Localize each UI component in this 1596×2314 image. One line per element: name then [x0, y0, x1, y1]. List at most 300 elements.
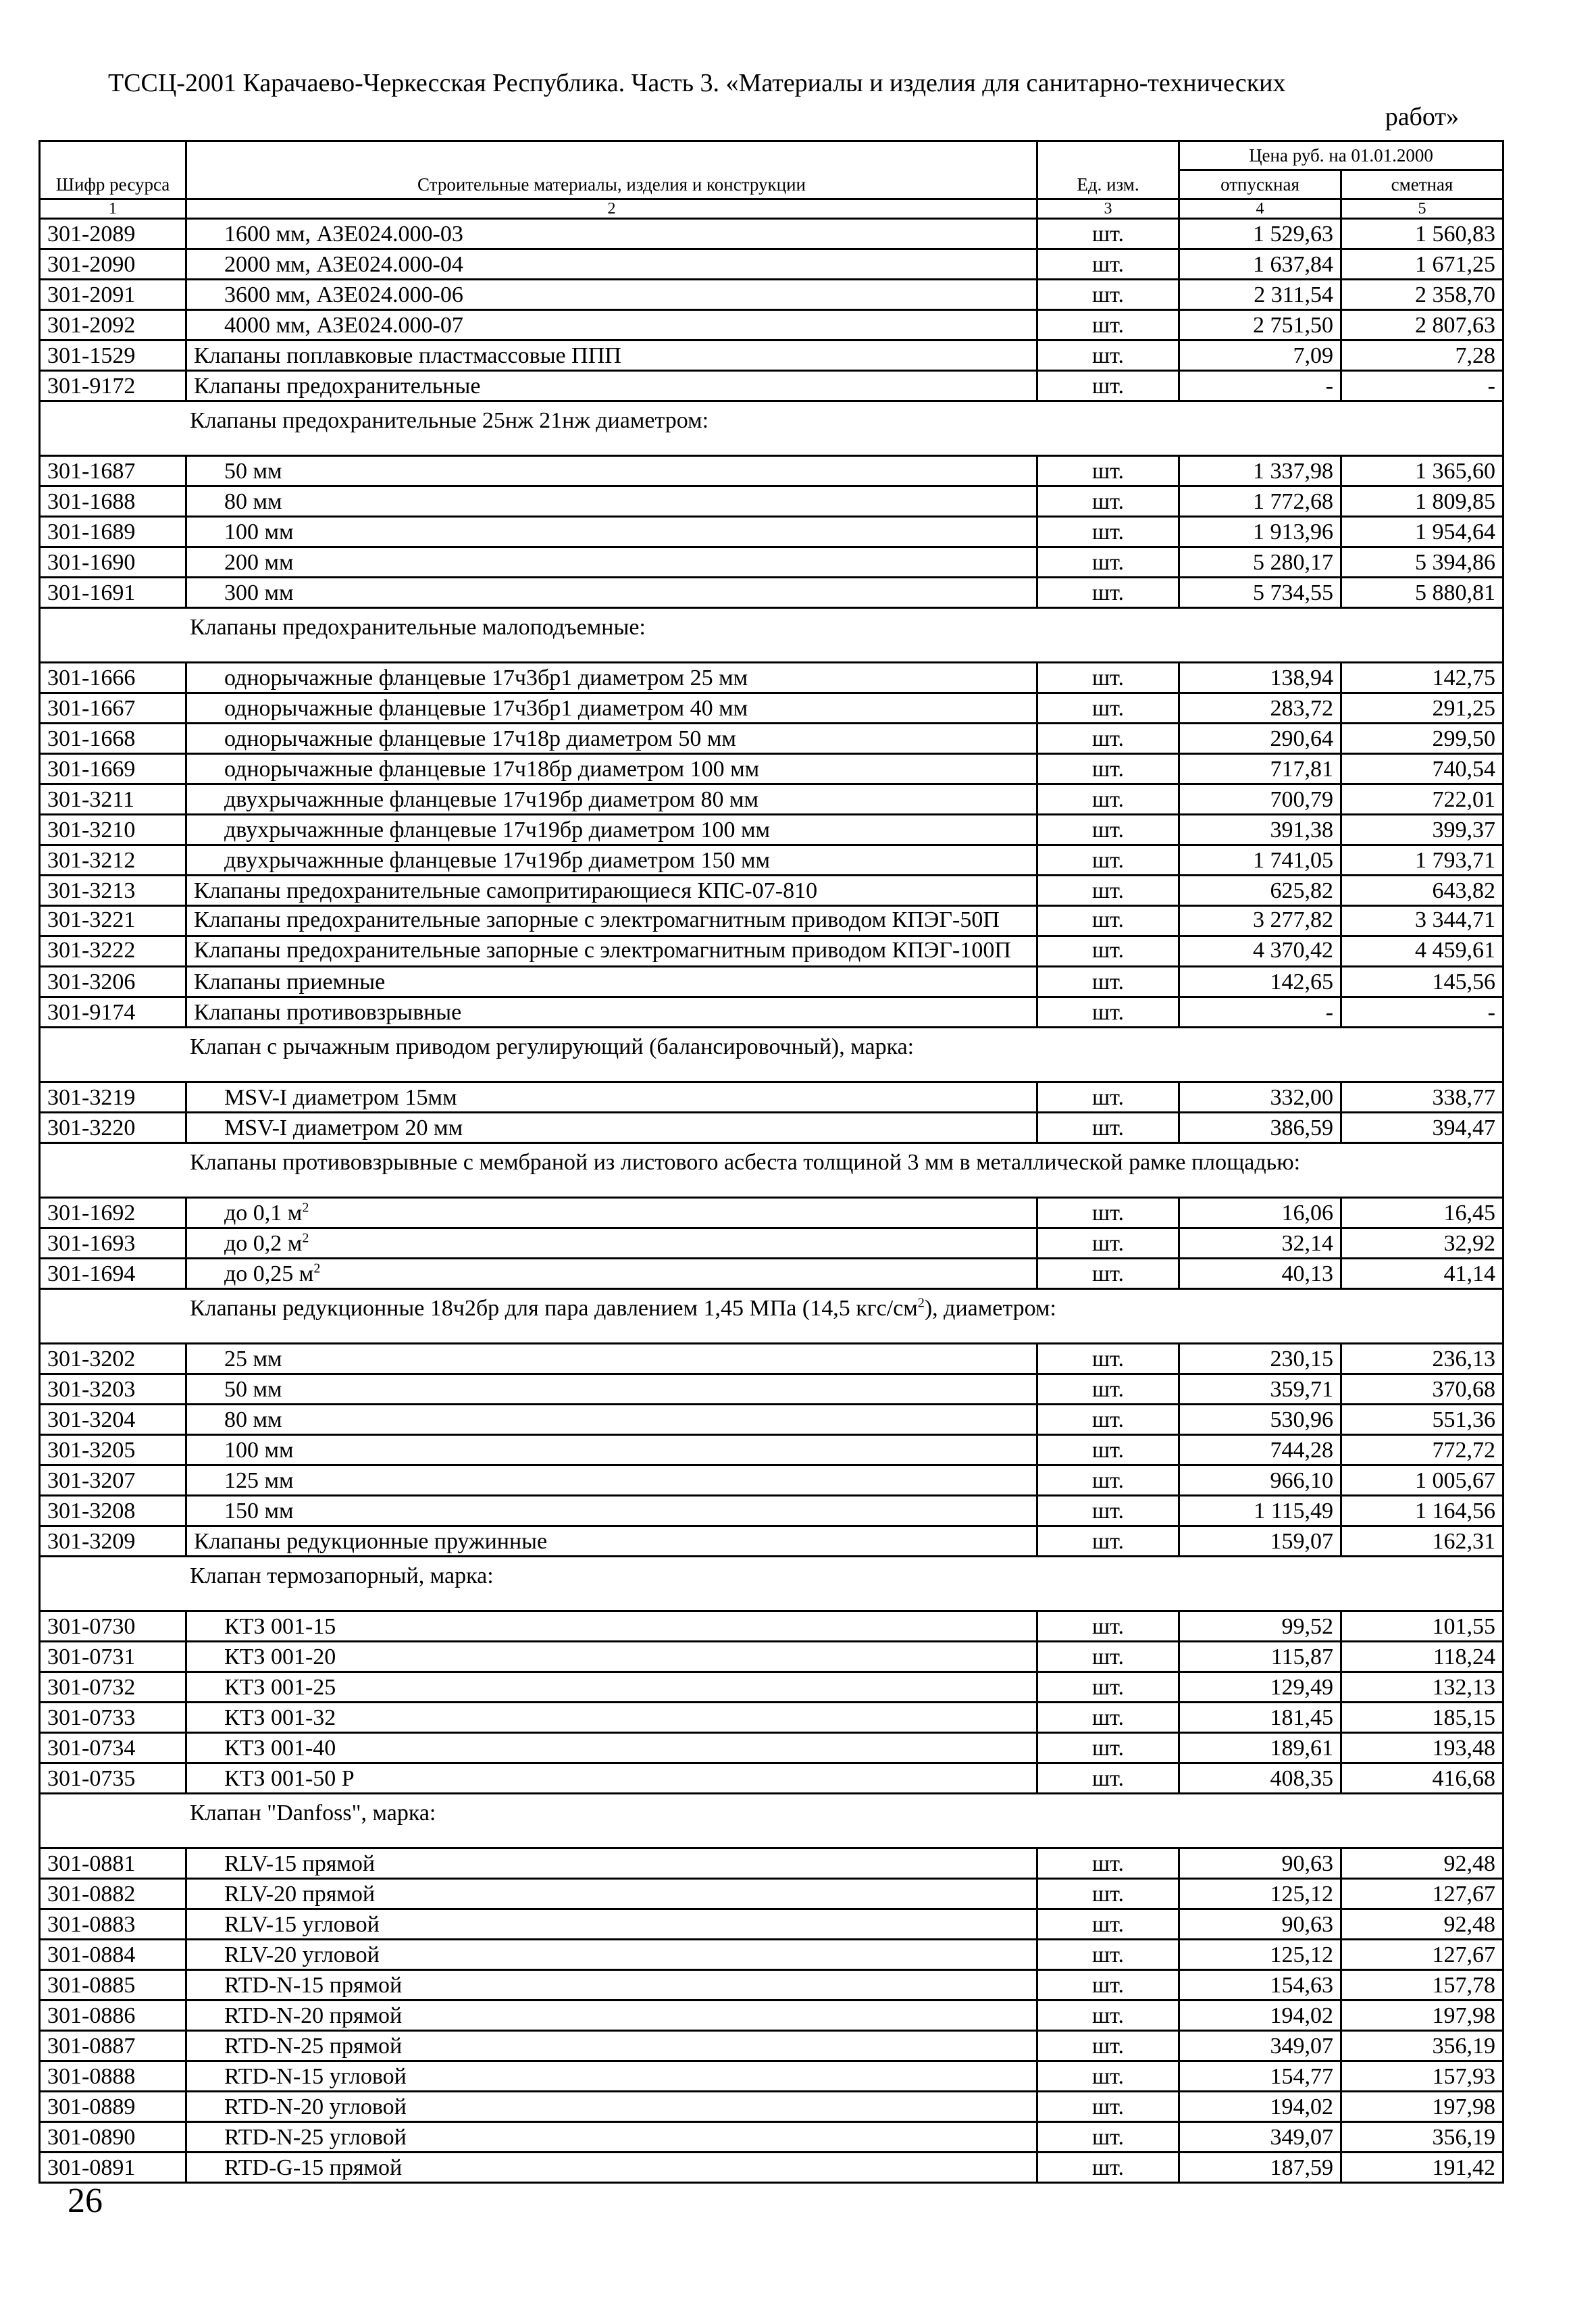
material-name: Клапаны противовзрывные [186, 997, 1037, 1028]
release-price: 408,35 [1179, 1763, 1341, 1794]
estimate-price: 299,50 [1341, 724, 1503, 754]
unit-of-measure: шт. [1037, 2061, 1179, 2092]
unit-of-measure: шт. [1037, 1198, 1179, 1228]
table-row [40, 967, 1503, 997]
resource-code: 301-0889 [40, 2092, 186, 2122]
estimate-price: 394,47 [1341, 1113, 1503, 1143]
table-row [40, 1763, 1503, 1794]
group-title-tail: ), диаметром: [924, 1296, 1056, 1321]
resource-code: 301-0884 [40, 1940, 186, 1970]
release-price: 159,07 [1179, 1526, 1341, 1557]
resource-code: 301-1667 [40, 693, 186, 724]
release-price: 283,72 [1179, 693, 1341, 724]
estimate-price: 157,78 [1341, 1970, 1503, 2001]
resource-code: 301-3208 [40, 1496, 186, 1526]
material-name: 4000 мм, АЗЕ024.000-07 [186, 310, 1037, 341]
table-row [40, 310, 1503, 341]
unit-of-measure: шт. [1037, 1259, 1179, 1289]
resource-code: 301-3220 [40, 1113, 186, 1143]
material-name: RTD-N-20 прямой [186, 2001, 1037, 2031]
material-name: 80 мм [186, 486, 1037, 517]
column-number: 2 [186, 199, 1037, 219]
unit-of-measure: шт. [1037, 1228, 1179, 1259]
material-name: 1600 мм, АЗЕ024.000-03 [186, 219, 1037, 249]
table-row [40, 1879, 1503, 1909]
material-name: 300 мм [186, 578, 1037, 608]
table-row [40, 815, 1503, 845]
unit-of-measure: шт. [1037, 2153, 1179, 2183]
resource-code: 301-1666 [40, 663, 186, 693]
unit-of-measure: шт. [1037, 1611, 1179, 1642]
estimate-price: 92,48 [1341, 1848, 1503, 1879]
unit-of-measure: шт. [1037, 724, 1179, 754]
price-table-body [40, 219, 1503, 2183]
release-price: 230,15 [1179, 1344, 1341, 1374]
unit-of-measure: шт. [1037, 2031, 1179, 2061]
table-row [40, 1259, 1503, 1289]
resource-code: 301-1668 [40, 724, 186, 754]
material-name: Клапаны предохранительные запорные с электромагнитным приводом КПЭГ-50П [186, 906, 1037, 936]
table-row [40, 1465, 1503, 1496]
release-price: 194,02 [1179, 2092, 1341, 2122]
release-price: 966,10 [1179, 1465, 1341, 1496]
material-name: MSV-I диаметром 20 мм [186, 1113, 1037, 1143]
estimate-price: 722,01 [1341, 784, 1503, 815]
material-name: Клапаны предохранительные [186, 371, 1037, 401]
table-row [40, 1970, 1503, 2001]
unit-of-measure: шт. [1037, 1642, 1179, 1672]
table-row [40, 456, 1503, 486]
unit-of-measure: шт. [1037, 815, 1179, 845]
material-name: Клапаны приемные [186, 967, 1037, 997]
unit-of-measure: шт. [1037, 693, 1179, 724]
unit-of-measure: шт. [1037, 1940, 1179, 1970]
table-row [40, 906, 1503, 936]
table-row [40, 371, 1503, 401]
column-number: 4 [1179, 199, 1341, 219]
unit-of-measure: шт. [1037, 967, 1179, 997]
resource-code: 301-0731 [40, 1642, 186, 1672]
release-price: 125,12 [1179, 1879, 1341, 1909]
material-name: 80 мм [186, 1405, 1037, 1435]
material-name: однорычажные фланцевые 17ч18бр диаметром 100 мм [186, 754, 1037, 784]
table-row [40, 2031, 1503, 2061]
unit-of-measure: шт. [1037, 486, 1179, 517]
unit-of-measure: шт. [1037, 1113, 1179, 1143]
unit-of-measure: шт. [1037, 1970, 1179, 2001]
material-name: 100 мм [186, 517, 1037, 547]
table-row [40, 1611, 1503, 1642]
resource-code: 301-9174 [40, 997, 186, 1028]
resource-code: 301-3210 [40, 815, 186, 845]
release-price: 5 734,55 [1179, 578, 1341, 608]
release-price: 187,59 [1179, 2153, 1341, 2183]
table-row [40, 578, 1503, 608]
column-numbers-row [40, 199, 1503, 219]
material-name: 50 мм [186, 1374, 1037, 1405]
material-name: RLV-15 прямой [186, 1848, 1037, 1879]
release-price: 40,13 [1179, 1259, 1341, 1289]
unit-of-measure: шт. [1037, 845, 1179, 876]
estimate-price: 145,56 [1341, 967, 1503, 997]
release-price: 359,71 [1179, 1374, 1341, 1405]
table-row [40, 845, 1503, 876]
resource-code: 301-1694 [40, 1259, 186, 1289]
resource-code: 301-3211 [40, 784, 186, 815]
estimate-price: 185,15 [1341, 1703, 1503, 1733]
release-price: - [1179, 371, 1341, 401]
unit-of-measure: шт. [1037, 1879, 1179, 1909]
release-price: 181,45 [1179, 1703, 1341, 1733]
page-number: 26 [68, 2182, 103, 2220]
material-name: 125 мм [186, 1465, 1037, 1496]
estimate-price: 132,13 [1341, 1672, 1503, 1703]
estimate-price: 7,28 [1341, 341, 1503, 371]
table-row [40, 876, 1503, 906]
release-price: 349,07 [1179, 2122, 1341, 2153]
unit-of-measure: шт. [1037, 663, 1179, 693]
estimate-price: 197,98 [1341, 2001, 1503, 2031]
table-row [40, 1405, 1503, 1435]
column-number: 5 [1341, 199, 1503, 219]
header-code: Шифр ресурса [40, 141, 186, 199]
release-price: 115,87 [1179, 1642, 1341, 1672]
group-title [40, 401, 1503, 456]
estimate-price: 127,67 [1341, 1940, 1503, 1970]
group-header-row [40, 1557, 1503, 1611]
resource-code: 301-3203 [40, 1374, 186, 1405]
release-price: 99,52 [1179, 1611, 1341, 1642]
release-price: 2 311,54 [1179, 280, 1341, 310]
material-name: RLV-15 угловой [186, 1909, 1037, 1940]
table-row [40, 1228, 1503, 1259]
resource-code: 301-0881 [40, 1848, 186, 1879]
estimate-price: 5 394,86 [1341, 547, 1503, 578]
table-row [40, 1496, 1503, 1526]
unit-of-measure: шт. [1037, 2122, 1179, 2153]
group-title-text: Клапаны предохранительные 25нж 21нж диаметром: [190, 408, 709, 433]
unit-of-measure: шт. [1037, 1672, 1179, 1703]
release-price: 391,38 [1179, 815, 1341, 845]
resource-code: 301-1688 [40, 486, 186, 517]
unit-of-measure: шт. [1037, 997, 1179, 1028]
unit-of-measure: шт. [1037, 1405, 1179, 1435]
estimate-price: 142,75 [1341, 663, 1503, 693]
material-name: однорычажные фланцевые 17ч3бр1 диаметром 40 мм [186, 693, 1037, 724]
estimate-price: 197,98 [1341, 2092, 1503, 2122]
material-name: КТЗ 001-15 [186, 1611, 1037, 1642]
material-name: 3600 мм, АЗЕ024.000-06 [186, 280, 1037, 310]
table-row [40, 1082, 1503, 1113]
title-line-2: работ» [1385, 103, 1459, 131]
release-price: 32,14 [1179, 1228, 1341, 1259]
unit-of-measure: шт. [1037, 341, 1179, 371]
unit-of-measure: шт. [1037, 219, 1179, 249]
estimate-price: 3 344,71 [1341, 906, 1503, 936]
material-name: Клапаны предохранительные самопритирающиеся КПС-07-810 [186, 876, 1037, 906]
unit-of-measure: шт. [1037, 547, 1179, 578]
table-row [40, 517, 1503, 547]
material-name: RTD-G-15 прямой [186, 2153, 1037, 2183]
resource-code: 301-0890 [40, 2122, 186, 2153]
estimate-price: 1 671,25 [1341, 249, 1503, 280]
unit-of-measure: шт. [1037, 1909, 1179, 1940]
table-row [40, 280, 1503, 310]
resource-code: 301-0886 [40, 2001, 186, 2031]
release-price: 194,02 [1179, 2001, 1341, 2031]
unit-of-measure: шт. [1037, 936, 1179, 967]
estimate-price: 356,19 [1341, 2122, 1503, 2153]
group-title-text: Клапан термозапорный, марка: [190, 1563, 494, 1588]
resource-code: 301-3212 [40, 845, 186, 876]
material-name: RLV-20 прямой [186, 1879, 1037, 1909]
group-title [40, 1028, 1503, 1082]
material-name: двухрычажнные фланцевые 17ч19бр диаметром 100 мм [186, 815, 1037, 845]
material-name: двухрычажнные фланцевые 17ч19бр диаметром 80 мм [186, 784, 1037, 815]
material-name: КТЗ 001-32 [186, 1703, 1037, 1733]
release-price: 189,61 [1179, 1733, 1341, 1763]
header-estimate-price: сметная [1341, 170, 1503, 199]
material-name: 25 мм [186, 1344, 1037, 1374]
estimate-price: 162,31 [1341, 1526, 1503, 1557]
estimate-price: 16,45 [1341, 1198, 1503, 1228]
release-price: 1 741,05 [1179, 845, 1341, 876]
unit-of-measure: шт. [1037, 249, 1179, 280]
table-row [40, 1642, 1503, 1672]
release-price: 290,64 [1179, 724, 1341, 754]
material-name: Клапаны редукционные пружинные [186, 1526, 1037, 1557]
resource-code: 301-2090 [40, 249, 186, 280]
resource-code: 301-1690 [40, 547, 186, 578]
resource-code: 301-2089 [40, 219, 186, 249]
header-release-price: отпускная [1179, 170, 1341, 199]
release-price: 530,96 [1179, 1405, 1341, 1435]
table-row [40, 1733, 1503, 1763]
resource-code: 301-1692 [40, 1198, 186, 1228]
material-name: MSV-I диаметром 15мм [186, 1082, 1037, 1113]
unit-of-measure: шт. [1037, 1435, 1179, 1465]
superscript: 2 [302, 1200, 309, 1215]
table-row [40, 1374, 1503, 1405]
material-name [186, 1198, 1037, 1228]
table-row [40, 1909, 1503, 1940]
material-name: 50 мм [186, 456, 1037, 486]
estimate-price: 643,82 [1341, 876, 1503, 906]
release-price: 717,81 [1179, 754, 1341, 784]
release-price: 90,63 [1179, 1909, 1341, 1940]
resource-code: 301-0735 [40, 1763, 186, 1794]
estimate-price: 2 807,63 [1341, 310, 1503, 341]
table-row [40, 2061, 1503, 2092]
unit-of-measure: шт. [1037, 1082, 1179, 1113]
resource-code: 301-3222 [40, 936, 186, 967]
release-price: 625,82 [1179, 876, 1341, 906]
unit-of-measure: шт. [1037, 1496, 1179, 1526]
resource-code: 301-3207 [40, 1465, 186, 1496]
material-name: RTD-N-25 прямой [186, 2031, 1037, 2061]
resource-code: 301-2092 [40, 310, 186, 341]
table-row [40, 249, 1503, 280]
release-price: 744,28 [1179, 1435, 1341, 1465]
resource-code: 301-1687 [40, 456, 186, 486]
estimate-price: 2 358,70 [1341, 280, 1503, 310]
unit-of-measure: шт. [1037, 1374, 1179, 1405]
resource-code: 301-0734 [40, 1733, 186, 1763]
release-price: 154,63 [1179, 1970, 1341, 2001]
material-name: RTD-N-15 прямой [186, 1970, 1037, 2001]
table-row [40, 486, 1503, 517]
table-row [40, 341, 1503, 371]
material-name: RTD-N-20 угловой [186, 2092, 1037, 2122]
material-name: КТЗ 001-40 [186, 1733, 1037, 1763]
table-row [40, 219, 1503, 249]
material-name: однорычажные фланцевые 17ч18р диаметром 50 мм [186, 724, 1037, 754]
estimate-price: 1 365,60 [1341, 456, 1503, 486]
estimate-price: 127,67 [1341, 1879, 1503, 1909]
estimate-price: - [1341, 371, 1503, 401]
estimate-price: 5 880,81 [1341, 578, 1503, 608]
unit-of-measure: шт. [1037, 2092, 1179, 2122]
material-name: Клапаны предохранительные запорные с электромагнитным приводом КПЭГ-100П [186, 936, 1037, 967]
resource-code: 301-1689 [40, 517, 186, 547]
estimate-price: 356,19 [1341, 2031, 1503, 2061]
material-name: 100 мм [186, 1435, 1037, 1465]
table-row [40, 1344, 1503, 1374]
estimate-price: 740,54 [1341, 754, 1503, 784]
release-price: 349,07 [1179, 2031, 1341, 2061]
estimate-price: 118,24 [1341, 1642, 1503, 1672]
header-price-group: Цена руб. на 01.01.2000 [1179, 141, 1503, 170]
group-header-row [40, 1028, 1503, 1082]
estimate-price: 1 793,71 [1341, 845, 1503, 876]
unit-of-measure: шт. [1037, 280, 1179, 310]
estimate-price: 193,48 [1341, 1733, 1503, 1763]
estimate-price: 338,77 [1341, 1082, 1503, 1113]
table-row [40, 1672, 1503, 1703]
release-price: 142,65 [1179, 967, 1341, 997]
group-title-text: Клапан с рычажным приводом регулирующий (балансировочный), марка: [190, 1034, 915, 1059]
release-price: 154,77 [1179, 2061, 1341, 2092]
resource-code: 301-3221 [40, 906, 186, 936]
resource-code: 301-0730 [40, 1611, 186, 1642]
group-title [40, 608, 1503, 663]
estimate-price: 1 005,67 [1341, 1465, 1503, 1496]
resource-code: 301-1691 [40, 578, 186, 608]
material-name: КТЗ 001-25 [186, 1672, 1037, 1703]
release-price: 1 913,96 [1179, 517, 1341, 547]
resource-code: 301-3206 [40, 967, 186, 997]
release-price: 3 277,82 [1179, 906, 1341, 936]
column-number: 1 [40, 199, 186, 219]
resource-code: 301-9172 [40, 371, 186, 401]
table-row [40, 936, 1503, 967]
release-price: 138,94 [1179, 663, 1341, 693]
table-row [40, 1113, 1503, 1143]
table-row [40, 663, 1503, 693]
table-row [40, 2122, 1503, 2153]
resource-code: 301-2091 [40, 280, 186, 310]
release-price: 129,49 [1179, 1672, 1341, 1703]
release-price: 332,00 [1179, 1082, 1341, 1113]
material-name [186, 1259, 1037, 1289]
document-title [108, 66, 1459, 134]
group-title [40, 1557, 1503, 1611]
material-name [186, 1228, 1037, 1259]
unit-of-measure: шт. [1037, 2001, 1179, 2031]
table-row [40, 1198, 1503, 1228]
unit-of-measure: шт. [1037, 784, 1179, 815]
release-price: 125,12 [1179, 1940, 1341, 1970]
material-name-text: до 0,2 м [224, 1231, 303, 1256]
table-row [40, 547, 1503, 578]
unit-of-measure: шт. [1037, 371, 1179, 401]
superscript: 2 [313, 1261, 321, 1276]
estimate-price: 4 459,61 [1341, 936, 1503, 967]
table-row [40, 693, 1503, 724]
unit-of-measure: шт. [1037, 1733, 1179, 1763]
unit-of-measure: шт. [1037, 1465, 1179, 1496]
resource-code: 301-0888 [40, 2061, 186, 2092]
table-row [40, 724, 1503, 754]
material-name: 2000 мм, АЗЕ024.000-04 [186, 249, 1037, 280]
unit-of-measure: шт. [1037, 578, 1179, 608]
table-row [40, 2092, 1503, 2122]
resource-code: 301-0882 [40, 1879, 186, 1909]
estimate-price: 32,92 [1341, 1228, 1503, 1259]
group-header-row [40, 1794, 1503, 1848]
resource-code: 301-0732 [40, 1672, 186, 1703]
group-title [40, 1289, 1503, 1344]
estimate-price: 399,37 [1341, 815, 1503, 845]
group-title-text: Клапаны редукционные 18ч2бр для пара давлением 1,45 МПа (14,5 кгс/см [190, 1296, 918, 1321]
estimate-price: 1 164,56 [1341, 1496, 1503, 1526]
material-name: 200 мм [186, 547, 1037, 578]
column-number: 3 [1037, 199, 1179, 219]
resource-code: 301-1529 [40, 341, 186, 371]
release-price: 700,79 [1179, 784, 1341, 815]
release-price: 1 529,63 [1179, 219, 1341, 249]
material-name: RLV-20 угловой [186, 1940, 1037, 1970]
material-name-text: до 0,1 м [224, 1201, 303, 1226]
unit-of-measure: шт. [1037, 754, 1179, 784]
table-row [40, 2153, 1503, 2183]
unit-of-measure: шт. [1037, 1344, 1179, 1374]
group-title-text: Клапаны предохранительные малоподъемные: [190, 615, 646, 640]
release-price: 5 280,17 [1179, 547, 1341, 578]
material-name: двухрычажнные фланцевые 17ч19бр диаметром 150 мм [186, 845, 1037, 876]
resource-code: 301-0887 [40, 2031, 186, 2061]
estimate-price: 551,36 [1341, 1405, 1503, 1435]
header-unit: Ед. изм. [1037, 141, 1179, 199]
release-price: 90,63 [1179, 1848, 1341, 1879]
material-name: КТЗ 001-20 [186, 1642, 1037, 1672]
resource-code: 301-3202 [40, 1344, 186, 1374]
resource-code: 301-3213 [40, 876, 186, 906]
resource-code: 301-0883 [40, 1909, 186, 1940]
table-row [40, 2001, 1503, 2031]
estimate-price: 1 954,64 [1341, 517, 1503, 547]
group-title-text: Клапаны противовзрывные с мембраной из листового асбеста толщиной 3 мм в металлической рамке площадью: [190, 1150, 1301, 1175]
release-price: 7,09 [1179, 341, 1341, 371]
table-row [40, 1940, 1503, 1970]
estimate-price: 191,42 [1341, 2153, 1503, 2183]
material-name: КТЗ 001-50 Р [186, 1763, 1037, 1794]
estimate-price: 1 560,83 [1341, 219, 1503, 249]
material-name: Клапаны поплавковые пластмассовые ППП [186, 341, 1037, 371]
resource-code: 301-0891 [40, 2153, 186, 2183]
estimate-price: 1 809,85 [1341, 486, 1503, 517]
estimate-price: 157,93 [1341, 2061, 1503, 2092]
